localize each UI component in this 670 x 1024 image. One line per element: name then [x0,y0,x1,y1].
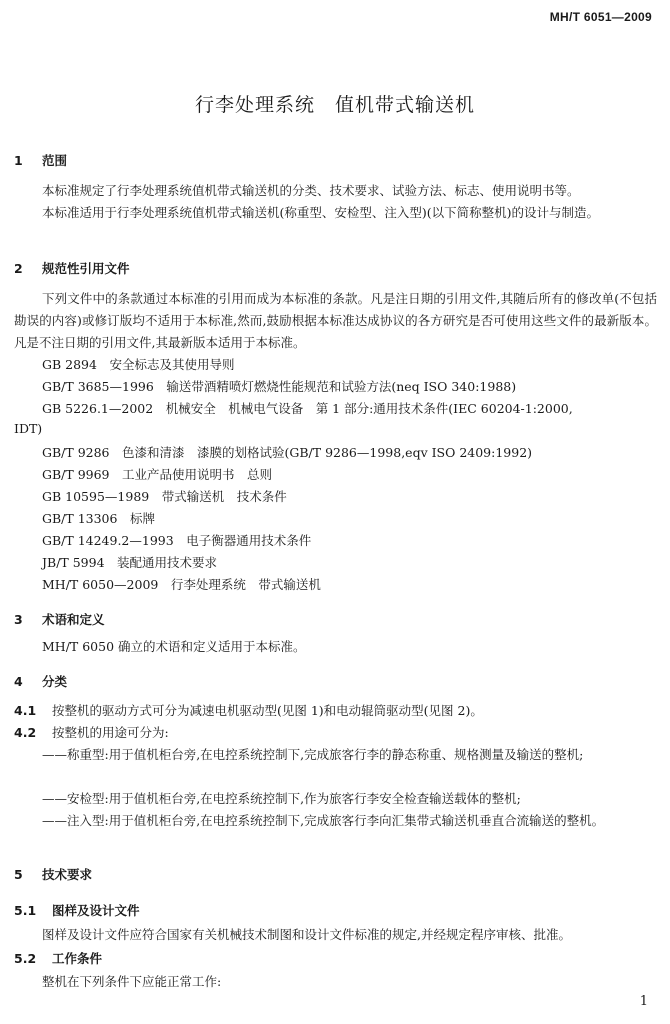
section-title: 分类 [42,674,68,689]
section-title: 技术要求 [42,867,93,882]
clause-number: 5.2 [14,951,37,966]
reference-item: GB/T 9286 色漆和清漆 漆膜的划格试验(GB/T 9286—1998,eqv ISO 2409:1992) [42,445,533,460]
reference-item: GB 10595—1989 带式输送机 技术条件 [42,489,287,504]
paragraph: 下列文件中的条款通过本标准的引用而成为本标准的条款。凡是注日期的引用文件,其随后所有的修改单(不包括勘误的内容)或修订版均不适用于本标准,然而,鼓励根据本标准达成协议的各方研究是否可使用这些文件的最新版本。凡是不注日期的引用文件,其最新版本适用于本标准。 [14,291,657,350]
list-item: ——称重型:用于值机柜台旁,在电控系统控制下,完成旅客行李的静态称重、规格测量及输送的整机; [42,747,584,762]
section-title: 规范性引用文件 [42,261,130,276]
section-title: 术语和定义 [42,612,105,627]
clause-4-2 [14,722,657,744]
reference-item: GB 5226.1—2002 机械安全 机械电气设备 第 1 部分:通用技术条件(IEC 60204-1:2000, [42,401,573,416]
reference-item: GB/T 14249.2—1993 电子衡器通用技术条件 [42,533,312,548]
clause-5-1-heading [14,901,140,919]
paragraph: 整机在下列条件下应能正常工作: [42,974,222,989]
section-3-heading [14,610,105,628]
standard-number: MH/T 6051—2009 [549,10,652,24]
reference-item: MH/T 6050—2009 行李处理系统 带式输送机 [42,577,321,592]
reference-item-continuation: IDT) [14,421,43,436]
clause-number: 4.2 [14,725,37,740]
reference-item: GB/T 9969 工业产品使用说明书 总则 [42,467,273,482]
list-item: ——注入型:用于值机柜台旁,在电控系统控制下,完成旅客行李向汇集带式输送机垂直合流输送的整机。 [42,813,605,828]
section-4-heading [14,672,67,690]
clause-4-1 [14,700,657,722]
paragraph: 图样及设计文件应符合国家有关机械技术制图和设计文件标准的规定,并经规定程序审核、批准。 [42,927,571,942]
section-number: 1 [14,153,23,168]
page-number: 1 [639,994,648,1009]
section-number: 2 [14,261,23,276]
clause-text: 按整机的用途可分为: [52,725,169,740]
section-1-heading [14,151,67,169]
reference-item: JB/T 5994 装配通用技术要求 [42,555,218,570]
document-title: 行李处理系统 值机带式输送机 [194,94,475,116]
paragraph: MH/T 6050 确立的术语和定义适用于本标准。 [42,639,306,654]
section-2-heading [14,259,130,277]
clause-title: 图样及设计文件 [52,903,140,918]
clause-number: 4.1 [14,703,37,718]
clause-number: 5.1 [14,903,37,918]
clause-text: 按整机的驱动方式可分为减速电机驱动型(见图 1)和电动辊筒驱动型(见图 2)。 [52,703,483,718]
section-5-heading [14,865,92,883]
clause-title: 工作条件 [52,951,103,966]
section-title: 范围 [42,153,68,168]
section-number: 3 [14,612,23,627]
reference-item: GB/T 13306 标牌 [42,511,155,526]
paragraph: 本标准规定了行李处理系统值机带式输送机的分类、技术要求、试验方法、标志、使用说明书等。 [42,183,580,198]
paragraph: 本标准适用于行李处理系统值机带式输送机(称重型、安检型、注入型)(以下简称整机)的设计与制造。 [42,205,600,220]
reference-item: GB/T 3685—1996 输送带酒精喷灯燃烧性能规范和试验方法(neq ISO 340:1988) [42,379,517,394]
reference-item: GB 2894 安全标志及其使用导则 [42,357,235,372]
clause-5-2-heading [14,949,102,967]
section-number: 4 [14,674,23,689]
section-number: 5 [14,867,23,882]
list-item: ——安检型:用于值机柜台旁,在电控系统控制下,作为旅客行李安全检查输送载体的整机; [42,791,521,806]
